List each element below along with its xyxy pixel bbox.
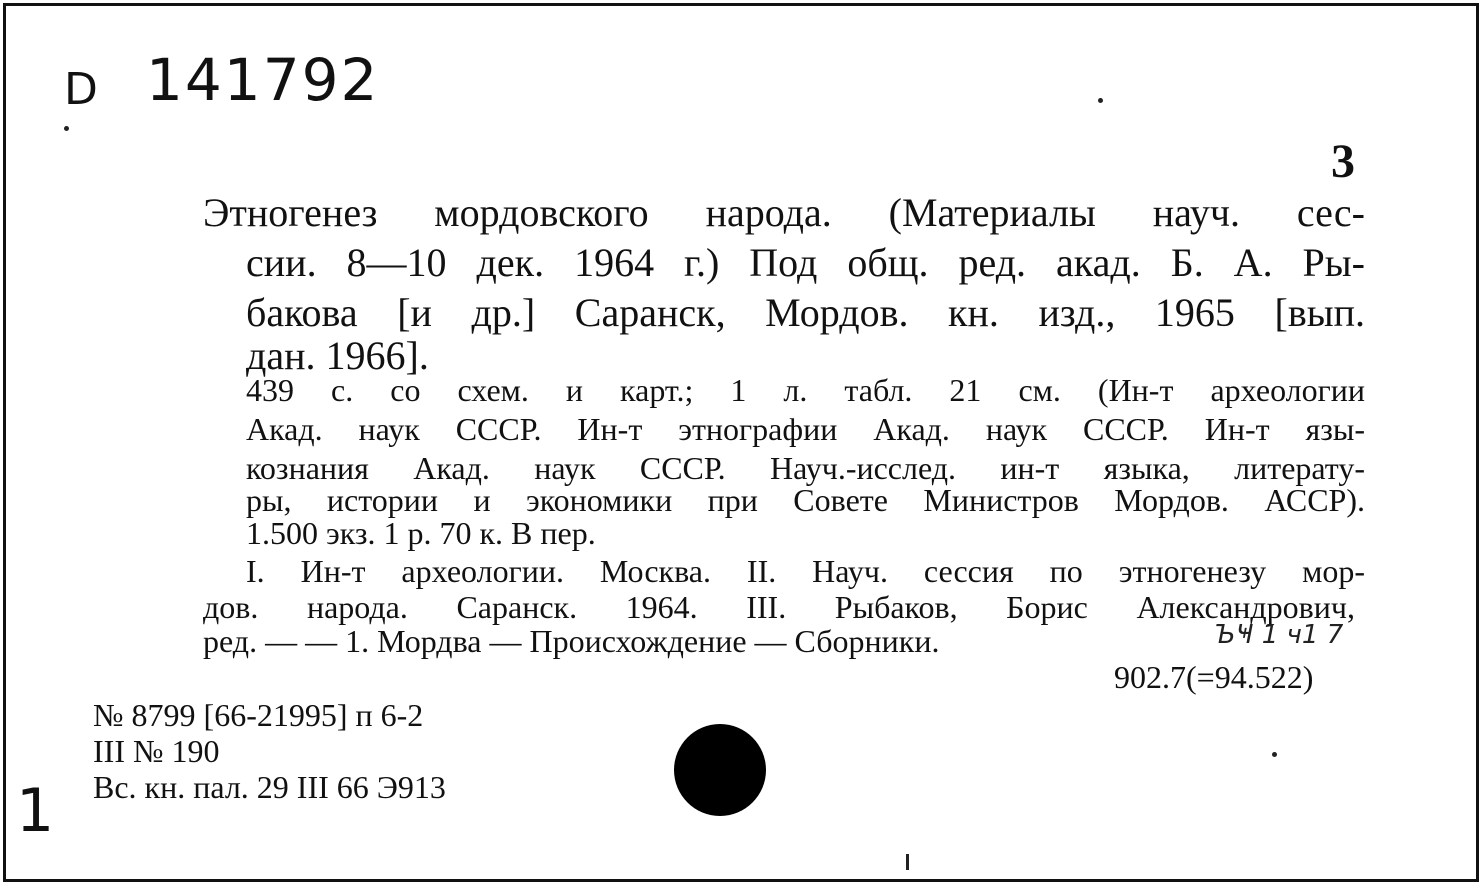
punch-hole: [674, 724, 766, 816]
speck: [64, 126, 69, 131]
description-line-4: ры, истории и экономики при Совете Министров Мордов. АССР).: [246, 482, 1365, 518]
title-line-2: сии. 8—10 дек. 1964 г.) Под общ. ред. акад. Б. А. Ры-: [246, 240, 1365, 285]
speck: [1098, 98, 1103, 103]
footer-line-3: Вс. кн. пал. 29 III 66 Э913: [93, 769, 446, 805]
title-line-3: бакова [и др.] Саранск, Мордов. кн. изд., 1965 [вып.: [246, 290, 1365, 335]
tracing-line-2: дов. народа. Саранск. 1964. III. Рыбаков, Борис Александрович,: [203, 589, 1355, 625]
description-line-2: Акад. наук СССР. Ин-т этнографии Акад. наук СССР. Ин-т язы-: [246, 411, 1365, 447]
description-line-3: кознания Акад. наук СССР. Науч.-исслед. ин-т языка, литерату-: [246, 450, 1365, 486]
speck: [906, 854, 909, 870]
handwritten-side-number: 1: [16, 776, 57, 846]
footer-line-1: № 8799 [66-21995] п 6-2: [93, 697, 424, 733]
title-line-4: дан. 1966].: [246, 333, 429, 378]
description-line-5: 1.500 экз. 1 р. 70 к. В пер.: [246, 515, 596, 551]
description-line-1: 439 с. со схем. и карт.; 1 л. табл. 21 см. (Ин-т археологии: [246, 372, 1365, 408]
title-line-1: Этногенез мордовского народа. (Материалы науч. сес-: [203, 190, 1365, 235]
handwritten-mark: D: [64, 64, 100, 115]
classification-number: 902.7(=94.522): [1114, 659, 1314, 695]
handwritten-number: 141792: [146, 46, 380, 114]
catalog-card: [3, 3, 1479, 882]
card-number: 3: [1331, 135, 1355, 188]
handwritten-code: ЪҸ 1 ч1 7: [1214, 620, 1344, 650]
tracing-line-1: I. Ин-т археологии. Москва. II. Науч. сессия по этногенезу мор-: [246, 553, 1365, 589]
tracing-line-3: ред. — — 1. Мордва — Происхождение — Сборники.: [203, 623, 940, 659]
footer-line-2: III № 190: [93, 733, 220, 769]
speck: [1272, 752, 1277, 757]
